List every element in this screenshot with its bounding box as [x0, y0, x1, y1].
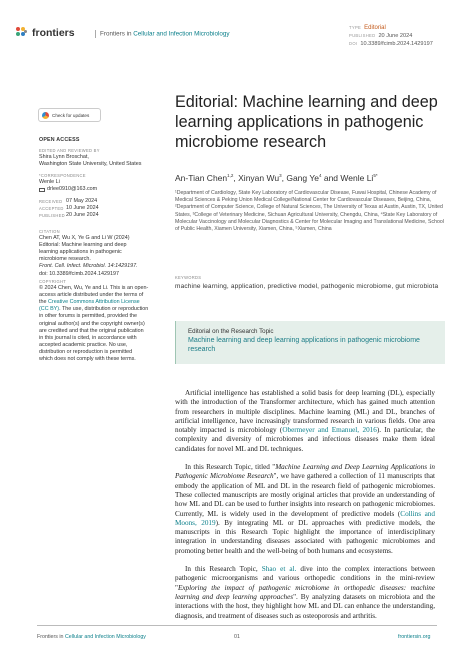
journal-prefix: Frontiers in — [100, 30, 134, 38]
body-text: ). By integrating ML or DL approaches with predictive models, the manuscripts in this Research Topic highlight the importance of interdisciplinary integration in understanding diseases associated with pathogenic microbiomes and promoting better health and the well-being of both humans and ecosystems. — [175, 518, 435, 555]
research-topic-box — [175, 321, 445, 364]
article-body — [175, 389, 435, 621]
copyright-line: are credited and that the original publication — [39, 327, 144, 334]
check-updates-icon — [42, 112, 49, 119]
citation-line: Front. Cell. Infect. Microbiol. 14:1429197. — [39, 263, 138, 270]
topic-label: Editorial on the Research Topic — [188, 328, 274, 335]
author-affil: 5* — [373, 173, 378, 179]
body-text: dive into the complex interactions between pathogenic microorganisms and various orthopedic conditions in the mini-review " — [175, 565, 436, 592]
copyright-block — [39, 278, 164, 363]
copyright-line: which does not comply with these terms. — [39, 356, 136, 363]
copyright-label: COPYRIGHT — [39, 279, 67, 284]
footer-prefix: Frontiers in — [37, 634, 65, 640]
body-paragraph — [175, 463, 435, 556]
logo-text: frontiers — [32, 27, 75, 39]
citation-line: learning applications in pathogenic — [39, 249, 122, 256]
date-row — [39, 198, 164, 205]
keywords: machine learning, application, predictive model, pathogenic microbiome, gut microbiota — [175, 283, 439, 290]
body-text: In this Research Topic, — [185, 565, 262, 574]
open-access-label: OPEN ACCESS — [39, 137, 80, 143]
editor-line: Washington State University, United States — [39, 161, 142, 168]
citation-line: Chen AT, Wu X, Ye G and Li W (2024) — [39, 235, 130, 242]
date-value: 20 June 2024 — [66, 212, 99, 219]
date-row — [39, 212, 164, 219]
copyright-line — [39, 299, 164, 306]
date-row — [39, 205, 164, 212]
citation-link[interactable]: Obermeyer and Emanuel, 2016 — [282, 426, 377, 435]
correspondence-label: *CORRESPONDENCE — [39, 173, 86, 178]
citation-doi[interactable]: doi: 10.3389/fcimb.2024.1429197 — [39, 270, 120, 277]
author-affil: 1,2 — [227, 173, 234, 179]
affiliations: ¹Department of Cardiology, State Key Laboratory of Cardiovascular Disease, Fuwai Hospital, Chinese Academy of Medical Sciences & Peking Union Medical College/National Center for Cardiovascular Diseases, Beijing, China, ²Department of Computer Science, College of Natural Sciences, The University of Texas at Austin, Austin, TX, United States, ³College of Veterinary Medicine, Sichuan Agricultural University, Chengdu, China, ⁴State Key Laboratory of Molecular Vaccinology and Molecular Diagnostics & Center for Molecular Imaging and Translational Medicine, School of Public Health, Xiamen University, Xiamen, China, ⁵Xiamen, China — [175, 190, 444, 233]
author-name[interactable]: Xinyan Wu — [238, 173, 280, 183]
copyright-line — [39, 306, 164, 313]
keywords-label: KEYWORDS — [175, 275, 202, 280]
copyright-text: . The use, distribution or reproduction — [59, 306, 149, 313]
date-label: RECEIVED — [39, 199, 63, 204]
author-affil: 4 — [318, 173, 322, 179]
body-text: ". By analyzing datasets on microbiota and the interactions with the host, they highlight how ML and DL can enhance the understanding, diagnosis, and treatment of diseases such as osteoporosis and arthritis. — [175, 592, 435, 620]
article-title: Editorial: Machine learning and deep learning applications in pathogenic microbiome research — [175, 93, 438, 151]
header-divider — [95, 30, 96, 38]
body-text: ). In particular, the complexity and diversity of microbiomes and infectious diseases make them ideal candidates for novel ML and DL techniques. — [175, 426, 435, 453]
date-label: ACCEPTED — [39, 206, 64, 212]
page-number: 01 — [234, 634, 240, 640]
envelope-icon — [39, 188, 45, 192]
author-affil: 3 — [279, 173, 282, 179]
doi-label: DOI — [349, 41, 358, 46]
citation-label: CITATION — [39, 229, 60, 234]
journal-link[interactable]: Cellular and Infection Microbiology — [133, 30, 230, 38]
correspondent-name: Wenle Li — [39, 179, 60, 186]
published-label: PUBLISHED — [349, 33, 376, 38]
body-text: Artificial intelligence has established a solid basis for deep learning (DL), especially with the introduction of the Transformer architecture, which has gained much attention from researchers in multiple disciplines. Machine learning (ML) and DL, branches of artificial intelligence, have increasingly transformed research in various fields. One area notably impacted is microbiology ( — [175, 389, 435, 435]
correspondence-block — [39, 172, 164, 193]
edited-block — [39, 147, 164, 168]
copyright-line: access article distributed under the terms of — [39, 292, 144, 299]
copyright-text: the — [39, 299, 48, 306]
body-text: In this Research Topic, titled " — [185, 463, 276, 472]
article-type: Editorial — [364, 25, 386, 31]
body-paragraph — [175, 565, 435, 621]
email-address: drlee0910@163.com — [47, 186, 98, 193]
footer-journal-link[interactable]: Cellular and Infection Microbiology — [64, 634, 146, 640]
copyright-line: © 2024 Chen, Wu, Ye and Li. This is an open- — [39, 285, 149, 292]
check-updates-button[interactable] — [38, 108, 101, 122]
journal-header — [95, 30, 230, 38]
frontiers-logo-icon — [16, 27, 28, 39]
published-date: 20 June 2024 — [378, 33, 413, 39]
citation-block — [39, 228, 164, 278]
doi-link[interactable]: 10.3389/fcimb.2024.1429197 — [360, 41, 433, 47]
article-meta — [349, 24, 433, 48]
copyright-line: original author(s) and the copyright owner(s) — [39, 320, 145, 327]
date-value: 10 June 2024 — [66, 205, 99, 212]
edited-label: EDITED AND REVIEWED BY — [39, 148, 100, 153]
topic-title-italic: Machine Learning and Deep Learning Applications in Pathogenic Microbiome Research — [175, 463, 435, 481]
topic-link[interactable]: Machine learning and deep learning applications in pathogenic microbiome research — [188, 337, 420, 353]
license-link[interactable]: Creative Commons Attribution License — [48, 299, 140, 306]
footer-divider — [37, 625, 437, 626]
footer-journal — [37, 634, 146, 640]
body-paragraph — [175, 389, 435, 454]
copyright-line: accepted academic practice. No use, — [39, 341, 128, 348]
check-updates-label: Check for updates — [52, 112, 90, 118]
body-text: ", we have gathered a collection of 11 manuscripts that embody the application of ML and DL in the research field of pathogenic microbiomes. These collected manuscripts are mostly original articles that provide an understanding of how ML and DL can be used to further insights into research on pathogenic microbiomes. Currently, ML is widely used in the development of predictive models ( — [175, 472, 436, 518]
copyright-line: in this journal is cited, in accordance with — [39, 334, 137, 341]
type-label: TYPE — [349, 25, 362, 30]
dates-block — [39, 198, 164, 219]
email-link[interactable] — [39, 186, 164, 193]
citation-line: microbiome research. — [39, 256, 91, 263]
copyright-line: distribution or reproduction is permitted — [39, 348, 133, 355]
review-title-italic: Exploring the impact of pathogenic microbiome in orthopedic diseases: machine learning and deep learning approaches — [175, 583, 435, 601]
editor-line: Shira Lynn Broschat, — [39, 154, 89, 161]
author-name[interactable]: Wenle Li — [340, 173, 374, 183]
cc-by-link[interactable]: (CC BY) — [39, 306, 60, 313]
author-list: An-Tian Chen$^{1,2}$, Xinyan Wu$^3$, Gang Ye$^4$ and Wenle $Li^{5*}$ — [175, 173, 378, 183]
footer-site-link[interactable]: frontiersin.org — [398, 634, 431, 640]
date-label: PUBLISHED — [39, 213, 65, 219]
frontiers-logo[interactable] — [16, 27, 75, 39]
citation-link[interactable]: Shao et al. — [261, 565, 297, 574]
date-value: 07 May 2024 — [66, 198, 98, 204]
copyright-line: in other forums is permitted, provided the — [39, 313, 137, 320]
author-name[interactable]: An-Tian Chen — [175, 173, 228, 183]
author-name[interactable]: Gang Ye — [286, 173, 319, 183]
citation-line: Editorial: Machine learning and deep — [39, 242, 127, 249]
citation-link[interactable]: Collins and Moons, 2019 — [175, 509, 435, 527]
